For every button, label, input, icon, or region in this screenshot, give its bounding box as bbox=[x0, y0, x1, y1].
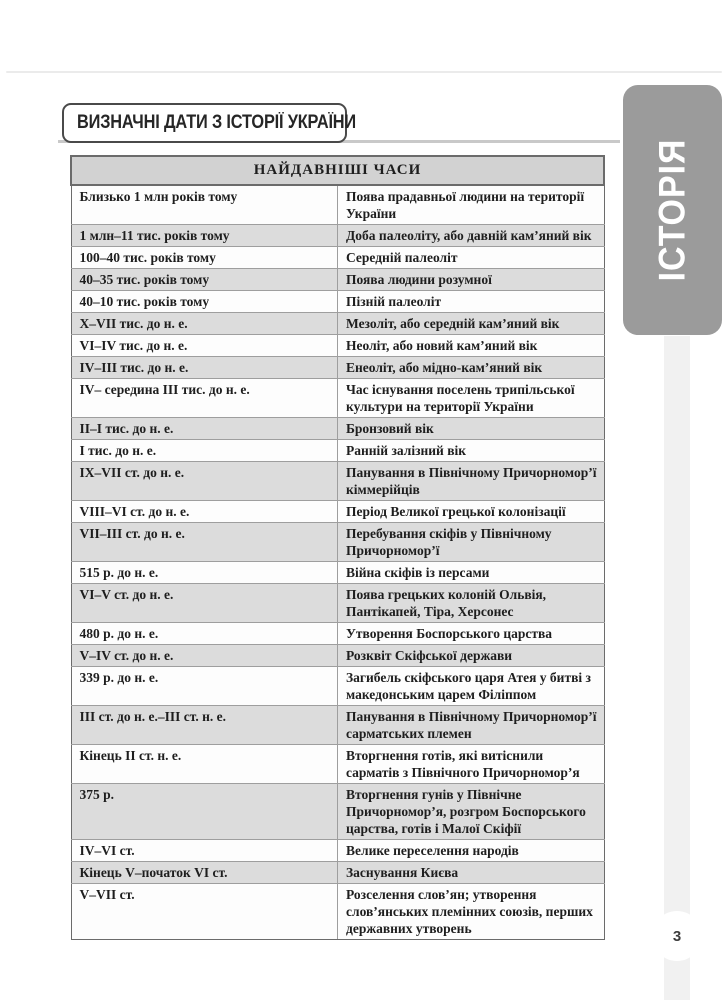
date-cell: X–VII тис. до н. е. bbox=[71, 313, 338, 335]
table-row bbox=[71, 562, 604, 584]
table-row bbox=[71, 335, 604, 357]
table-row bbox=[71, 645, 604, 667]
event-cell: Вторгнення готів, які витіснили сарматів з Північного Причорномор’я bbox=[338, 745, 605, 784]
date-cell: Кінець II ст. н. е. bbox=[71, 745, 338, 784]
table-row bbox=[71, 440, 604, 462]
date-cell: IX–VII ст. до н. е. bbox=[71, 462, 338, 501]
event-cell: Перебування скіфів у Північному Причорномор’ї bbox=[338, 523, 605, 562]
event-cell: Неоліт, або новий кам’яний вік bbox=[338, 335, 605, 357]
event-cell: Панування в Північному Причорномор’ї сарматських племен bbox=[338, 706, 605, 745]
event-cell: Доба палеоліту, або давній кам’яний вік bbox=[338, 225, 605, 247]
event-cell: Розселення слов’ян; утворення слов’янських племінних союзів, перших державних утворень bbox=[338, 884, 605, 940]
event-cell: Поява грецьких колоній Ольвія, Пантікапей, Тіра, Херсонес bbox=[338, 584, 605, 623]
date-cell: VI–IV тис. до н. е. bbox=[71, 335, 338, 357]
event-cell: Загибель скіфського царя Атея у битві з македонським царем Філіппом bbox=[338, 667, 605, 706]
date-cell: I тис. до н. е. bbox=[71, 440, 338, 462]
date-cell: 339 р. до н. е. bbox=[71, 667, 338, 706]
table-row bbox=[71, 884, 604, 940]
table-row bbox=[71, 784, 604, 840]
section-tab-label: ІСТОРІЯ bbox=[651, 138, 693, 282]
date-cell: VII–III ст. до н. е. bbox=[71, 523, 338, 562]
table-row bbox=[71, 840, 604, 862]
section-tab-history bbox=[623, 85, 722, 335]
event-cell: Поява прадавньої людини на території України bbox=[338, 185, 605, 225]
page-title: ВИЗНАЧНІ ДАТИ З ІСТОРІЇ УКРАЇНИ bbox=[77, 112, 357, 133]
date-cell: III ст. до н. е.–III ст. н. е. bbox=[71, 706, 338, 745]
page-number-notch bbox=[652, 911, 702, 961]
event-cell: Утворення Боспорського царства bbox=[338, 623, 605, 645]
table-row bbox=[71, 313, 604, 335]
table-row bbox=[71, 862, 604, 884]
page-top-edge bbox=[6, 71, 722, 73]
date-cell: VI–V ст. до н. е. bbox=[71, 584, 338, 623]
event-cell: Вторгнення гунів у Північне Причорномор’я, розгром Боспорського царства, готів і Малої Скіфії bbox=[338, 784, 605, 840]
event-cell: Період Великої грецької колонізації bbox=[338, 501, 605, 523]
table-row bbox=[71, 225, 604, 247]
event-cell: Енеоліт, або мідно-кам’яний вік bbox=[338, 357, 605, 379]
date-cell: 100–40 тис. років тому bbox=[71, 247, 338, 269]
date-cell: 1 млн–11 тис. років тому bbox=[71, 225, 338, 247]
table-title: НАЙДАВНІШІ ЧАСИ bbox=[71, 156, 604, 185]
table-row bbox=[71, 667, 604, 706]
table-row bbox=[71, 706, 604, 745]
event-cell: Час існування поселень трипільської культури на території України bbox=[338, 379, 605, 418]
event-cell: Пізній палеоліт bbox=[338, 291, 605, 313]
table-row bbox=[71, 523, 604, 562]
table-row bbox=[71, 584, 604, 623]
date-cell: V–IV ст. до н. е. bbox=[71, 645, 338, 667]
event-cell: Поява людини розумної bbox=[338, 269, 605, 291]
date-cell: IV–III тис. до н. е. bbox=[71, 357, 338, 379]
date-cell: II–I тис. до н. е. bbox=[71, 418, 338, 440]
page-edge-strip bbox=[664, 336, 690, 1000]
date-cell: 375 р. bbox=[71, 784, 338, 840]
date-cell: V–VII ст. bbox=[71, 884, 338, 940]
table-body bbox=[71, 185, 604, 940]
table-row bbox=[71, 623, 604, 645]
date-cell: 40–10 тис. років тому bbox=[71, 291, 338, 313]
dates-table bbox=[70, 155, 605, 940]
table-row bbox=[71, 269, 604, 291]
date-cell: Близько 1 млн років тому bbox=[71, 185, 338, 225]
event-cell: Розквіт Скіфської держави bbox=[338, 645, 605, 667]
date-cell: IV–VI ст. bbox=[71, 840, 338, 862]
table-row bbox=[71, 357, 604, 379]
event-cell: Панування в Північному Причорномор’ї кіммерійців bbox=[338, 462, 605, 501]
date-cell: Кінець V–початок VI ст. bbox=[71, 862, 338, 884]
date-cell: 480 р. до н. е. bbox=[71, 623, 338, 645]
table-row bbox=[71, 291, 604, 313]
table-row bbox=[71, 379, 604, 418]
event-cell: Велике переселення народів bbox=[338, 840, 605, 862]
date-cell: 515 р. до н. е. bbox=[71, 562, 338, 584]
date-cell: 40–35 тис. років тому bbox=[71, 269, 338, 291]
event-cell: Війна скіфів із персами bbox=[338, 562, 605, 584]
page-title-tab bbox=[62, 103, 357, 143]
event-cell: Ранній залізний вік bbox=[338, 440, 605, 462]
event-cell: Середній палеоліт bbox=[338, 247, 605, 269]
table-row bbox=[71, 418, 604, 440]
table-row bbox=[71, 185, 604, 225]
event-cell: Заснування Києва bbox=[338, 862, 605, 884]
event-cell: Бронзовий вік bbox=[338, 418, 605, 440]
event-cell: Мезоліт, або середній кам’яний вік bbox=[338, 313, 605, 335]
table-row bbox=[71, 247, 604, 269]
table-row bbox=[71, 501, 604, 523]
page-number: 3 bbox=[672, 927, 682, 945]
table-header-row bbox=[71, 156, 604, 185]
date-cell: VIII–VI ст. до н. е. bbox=[71, 501, 338, 523]
table-row bbox=[71, 462, 604, 501]
table-row bbox=[71, 745, 604, 784]
date-cell: IV– середина III тис. до н. е. bbox=[71, 379, 338, 418]
